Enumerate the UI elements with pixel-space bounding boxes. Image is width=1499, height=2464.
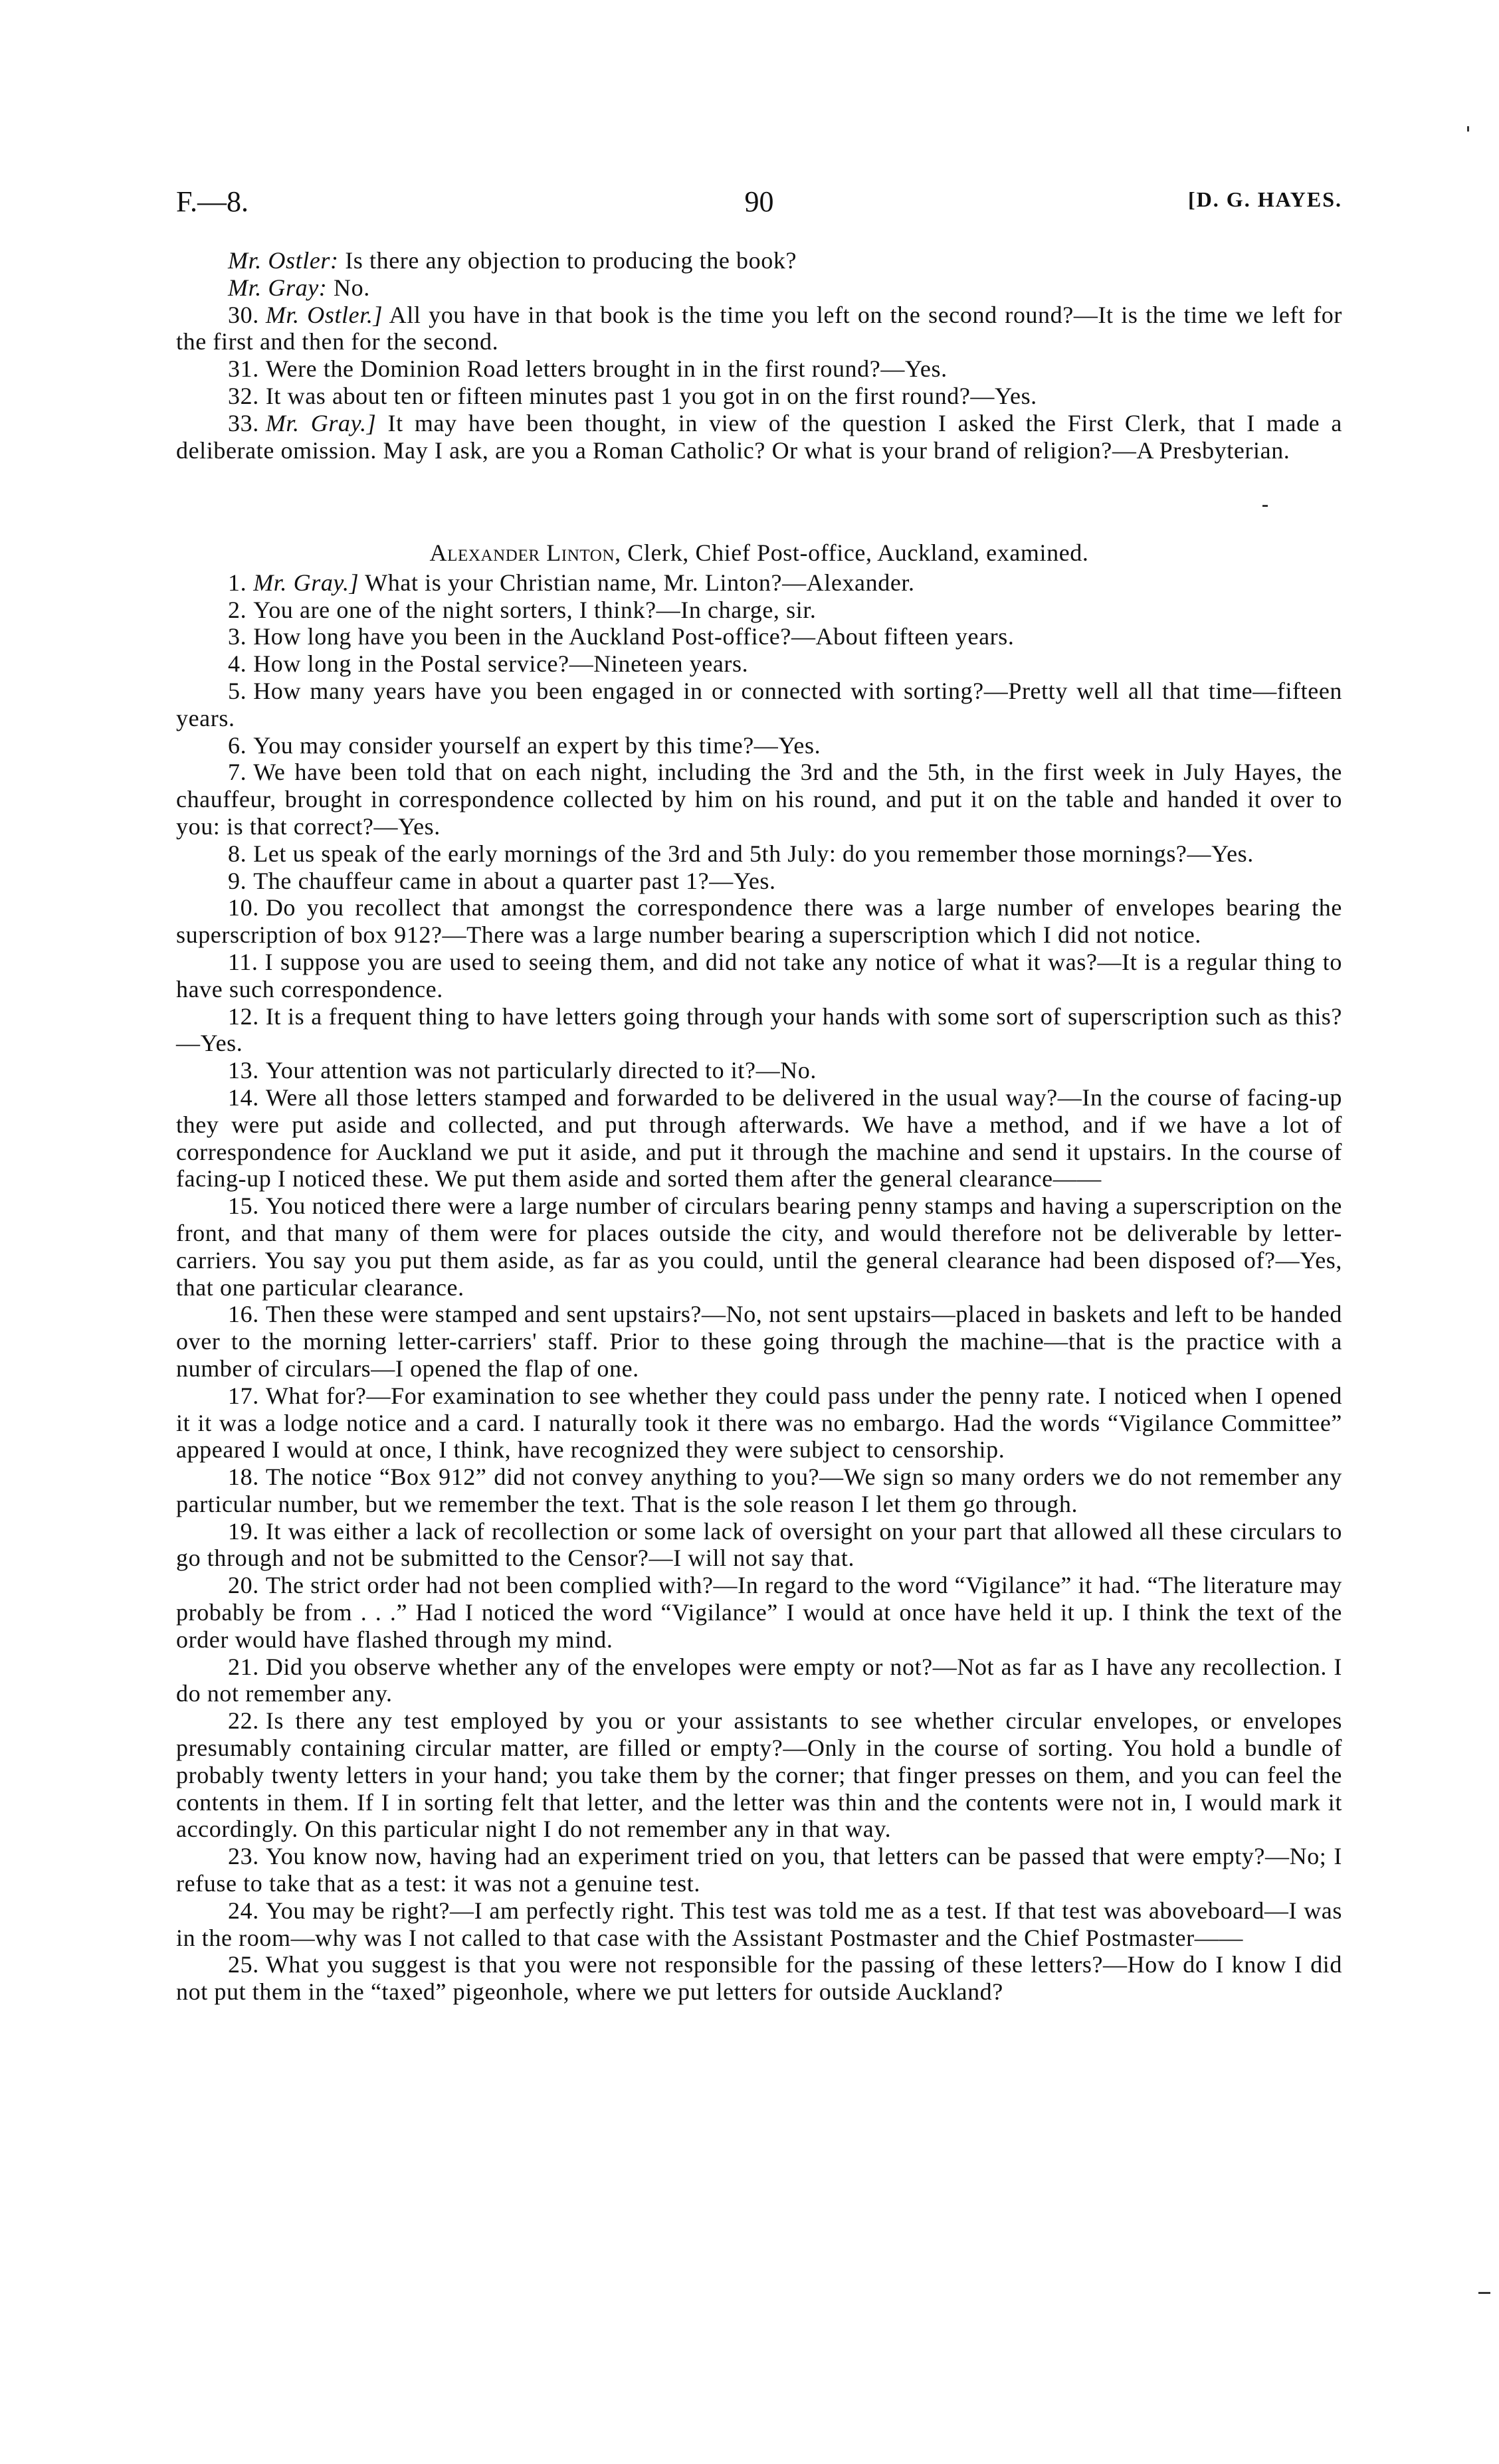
paragraph-text: How many years have you been engaged in or connected with sorting?—Pretty well all that time—fifteen years. bbox=[176, 677, 1342, 731]
paragraph-text: It is a frequent thing to have letters going through your hands with some sort of superscription such as this?—Yes. bbox=[176, 1002, 1342, 1057]
witness-heading-name: Alexander Linton bbox=[429, 539, 615, 566]
testimony-paragraph bbox=[176, 1707, 1342, 1843]
paragraph-text: You may consider yourself an expert by this time?—Yes. bbox=[253, 731, 821, 759]
paragraph-text: The strict order had not been complied with?—In regard to the word “Vigilance” it had. “The literature may probably be from . . .” Had I noticed the word “Vigilance” I would at once have held it up. I think the text of the order would have flashed through my mind. bbox=[176, 1572, 1342, 1653]
testimony-paragraph bbox=[176, 383, 1342, 410]
speaker-name: Mr. Ostler: bbox=[228, 247, 339, 274]
page-header bbox=[176, 185, 1342, 225]
paragraph-text: All you have in that book is the time you left on the second round?—It is the time we left for the first and then for the second. bbox=[176, 301, 1342, 355]
testimony-paragraph bbox=[176, 410, 1342, 464]
question-number: 9. bbox=[228, 867, 247, 894]
scan-speck bbox=[1467, 126, 1469, 132]
testimony-paragraph bbox=[176, 1518, 1342, 1572]
document-reference: F.—8. bbox=[176, 185, 249, 218]
question-number: 14. bbox=[228, 1084, 259, 1111]
testimony-paragraph bbox=[176, 623, 1342, 650]
testimony-paragraph bbox=[176, 1654, 1342, 1708]
question-number: 12. bbox=[228, 1002, 259, 1030]
speaker-name: Mr. Ostler.] bbox=[265, 301, 383, 328]
question-number: 1. bbox=[228, 569, 247, 596]
paragraph-text: You noticed there were a large number of circulars bearing penny stamps and having a superscription on the front, and that many of them were for places outside the city, and would therefore not be deliverable by letter-carriers. You say you put them aside, as far as you could, until the general clearance had been disposed of?—Yes, that one particular clearance. bbox=[176, 1192, 1342, 1301]
paragraph-text: Then these were stamped and sent upstairs?—No, not sent upstairs—placed in baskets and left to be handed over to the morning letter-carriers' staff. Prior to these going through the machine—that is the practice with a number of circulars—I opened the flap of one. bbox=[176, 1301, 1342, 1382]
question-number: 18. bbox=[228, 1464, 259, 1491]
question-number: 8. bbox=[228, 840, 247, 867]
paragraph-text: Were the Dominion Road letters brought in in the first round?—Yes. bbox=[265, 355, 948, 383]
paragraph-text: How long in the Postal service?—Nineteen years. bbox=[253, 650, 749, 678]
testimony-paragraph bbox=[176, 1843, 1342, 1897]
paragraph-text: What for?—For examination to see whether they could pass under the penny rate. I noticed when I opened it it was a lodge notice and a card. I naturally took it there was no embargo. Had the words “Vigilance Committee” appeared I would at once, I think, have recognized they were subject to censorship. bbox=[176, 1382, 1342, 1464]
question-number: 19. bbox=[228, 1517, 259, 1545]
testimony-paragraph bbox=[176, 355, 1342, 383]
question-number: 22. bbox=[228, 1707, 259, 1735]
testimony-paragraph bbox=[176, 894, 1342, 949]
paragraph-text: What is your Christian name, Mr. Linton?—Alexander. bbox=[359, 569, 915, 596]
question-number: 15. bbox=[228, 1192, 259, 1220]
paragraph-text: You may be right?—I am perfectly right. This test was told me as a test. If that test was aboveboard—I was in the room—why was I not called to that case with the Assistant Postmaster and the Chief Postmaster—— bbox=[176, 1897, 1342, 1951]
question-number: 17. bbox=[228, 1382, 259, 1409]
paragraph-text: Were all those letters stamped and forwarded to be delivered in the usual way?—In the course of facing-up they were put aside and collected, and put through afterwards. We have a method, and if we have a lot of correspondence for Auckland we put it aside, and put it through the machine and send it upstairs. In the course of facing-up I noticed these. We put them aside and sorted them after the general clearance—— bbox=[176, 1084, 1342, 1192]
question-number: 2. bbox=[228, 596, 247, 623]
question-number: 25. bbox=[228, 1951, 259, 1978]
testimony-paragraph bbox=[176, 1897, 1342, 1952]
witness-name: [D. G. HAYES. bbox=[1188, 187, 1342, 211]
question-number: 23. bbox=[228, 1843, 259, 1870]
testimony-paragraph bbox=[176, 840, 1342, 868]
section-heading bbox=[176, 539, 1342, 567]
question-number: 31. bbox=[228, 355, 259, 383]
paragraph-text: It was either a lack of recollection or some lack of oversight on your part that allowed all these circulars to go through and not be submitted to the Censor?—I will not say that. bbox=[176, 1517, 1342, 1572]
testimony-paragraph bbox=[176, 868, 1342, 895]
paragraph-text: Let us speak of the early mornings of the 3rd and 5th July: do you remember those mornings?—Yes. bbox=[253, 840, 1254, 867]
question-number: 3. bbox=[228, 623, 247, 650]
testimony-paragraph bbox=[176, 247, 1342, 274]
testimony-paragraph bbox=[176, 1382, 1342, 1464]
question-number: 10. bbox=[228, 894, 259, 921]
paragraph-text: I suppose you are used to seeing them, and did not take any notice of what it was?—It is a regular thing to have such correspondence. bbox=[176, 948, 1342, 1002]
paragraph-text: Is there any test employed by you or your assistants to see whether circular envelopes, or envelopes presumably containing circular matter, are filled or empty?—Only in the course of sorting. You hold a bundle of probably twenty letters in your hand; you take them by the corner; that finger presses on them, and you can feel the contents in them. If I in sorting felt that letter, and the letter was thin and the contents were not in, I would mark it accordingly. On this particular night I do not remember any in that way. bbox=[176, 1707, 1342, 1843]
testimony-paragraph bbox=[176, 650, 1342, 678]
paragraph-text: How long have you been in the Auckland Post-office?—About fifteen years. bbox=[253, 623, 1015, 650]
witness-heading-description: , Clerk, Chief Post-office, Auckland, examined. bbox=[615, 539, 1089, 566]
testimony-paragraph bbox=[176, 949, 1342, 1003]
question-number: 6. bbox=[228, 731, 247, 759]
paragraph-text: What you suggest is that you were not responsible for the passing of these letters?—How do I know I did not put them in the “taxed” pigeonhole, where we put letters for outside Auckland? bbox=[176, 1951, 1342, 2006]
speaker-name: Mr. Gray.] bbox=[265, 409, 377, 436]
scan-speck bbox=[1262, 505, 1268, 507]
question-number: 5. bbox=[228, 677, 247, 704]
question-number: 11. bbox=[228, 948, 258, 975]
question-number: 32. bbox=[228, 382, 259, 409]
speaker-name: Mr. Gray: bbox=[228, 274, 328, 301]
question-number: 33. bbox=[228, 409, 259, 436]
testimony-section-1 bbox=[176, 247, 1342, 464]
testimony-paragraph bbox=[176, 678, 1342, 732]
question-number: 13. bbox=[228, 1057, 259, 1084]
testimony-paragraph bbox=[176, 1951, 1342, 2006]
paragraph-text: Did you observe whether any of the envelopes were empty or not?—Not as far as I have any recollection. I do not remember any. bbox=[176, 1653, 1342, 1707]
testimony-paragraph bbox=[176, 274, 1342, 302]
paragraph-text: You know now, having had an experiment tried on you, that letters can be passed that were empty?—No; I refuse to take that as a test: it was not a genuine test. bbox=[176, 1843, 1342, 1897]
question-number: 16. bbox=[228, 1301, 259, 1328]
paragraph-text: Is there any objection to producing the book? bbox=[338, 247, 797, 274]
paragraph-text: The notice “Box 912” did not convey anything to you?—We sign so many orders we do not remember any particular number, but we remember the text. That is the sole reason I let them go through. bbox=[176, 1464, 1342, 1517]
testimony-paragraph bbox=[176, 1057, 1342, 1084]
testimony-paragraph bbox=[176, 302, 1342, 356]
paragraph-text: Your attention was not particularly directed to it?—No. bbox=[265, 1057, 817, 1084]
paragraph-text: The chauffeur came in about a quarter past 1?—Yes. bbox=[253, 867, 776, 894]
question-number: 7. bbox=[228, 759, 247, 786]
paragraph-text: Do you recollect that amongst the correspondence there was a large number of envelopes bearing the superscription of box 912?—There was a large number bearing a superscription which I did not notice. bbox=[176, 894, 1342, 949]
testimony-paragraph bbox=[176, 1464, 1342, 1518]
testimony-paragraph bbox=[176, 1084, 1342, 1192]
question-number: 4. bbox=[228, 650, 247, 678]
testimony-paragraph bbox=[176, 1572, 1342, 1653]
question-number: 24. bbox=[228, 1897, 259, 1924]
paragraph-text: We have been told that on each night, including the 3rd and the 5th, in the first week in July Hayes, the chauffeur, brought in correspondence collected by him on his round, and put it on the table and handed it over to you: is that correct?—Yes. bbox=[176, 759, 1342, 840]
question-number: 21. bbox=[228, 1653, 259, 1680]
paragraph-text: No. bbox=[327, 274, 370, 301]
paragraph-text: You are one of the night sorters, I think?—In charge, sir. bbox=[253, 596, 817, 623]
testimony-paragraph bbox=[176, 1003, 1342, 1058]
question-number: 30. bbox=[228, 301, 259, 328]
testimony-section-2 bbox=[176, 539, 1342, 2006]
testimony-paragraph bbox=[176, 732, 1342, 759]
testimony-paragraph bbox=[176, 569, 1342, 597]
question-number: 20. bbox=[228, 1572, 259, 1599]
testimony-paragraph bbox=[176, 1192, 1342, 1301]
speaker-name: Mr. Gray.] bbox=[253, 569, 359, 596]
paragraph-text: It may have been thought, in view of the question I asked the First Clerk, that I made a deliberate omission. May I ask, are you a Roman Catholic? Or what is your brand of religion?—A Presbyterian. bbox=[176, 409, 1342, 464]
paragraph-text: It was about ten or fifteen minutes past 1 you got in on the first round?—Yes. bbox=[265, 382, 1037, 409]
testimony-paragraph bbox=[176, 759, 1342, 840]
testimony-paragraph bbox=[176, 1301, 1342, 1382]
testimony-paragraph bbox=[176, 597, 1342, 624]
page-number: 90 bbox=[744, 185, 774, 218]
scan-speck bbox=[1478, 2292, 1490, 2294]
